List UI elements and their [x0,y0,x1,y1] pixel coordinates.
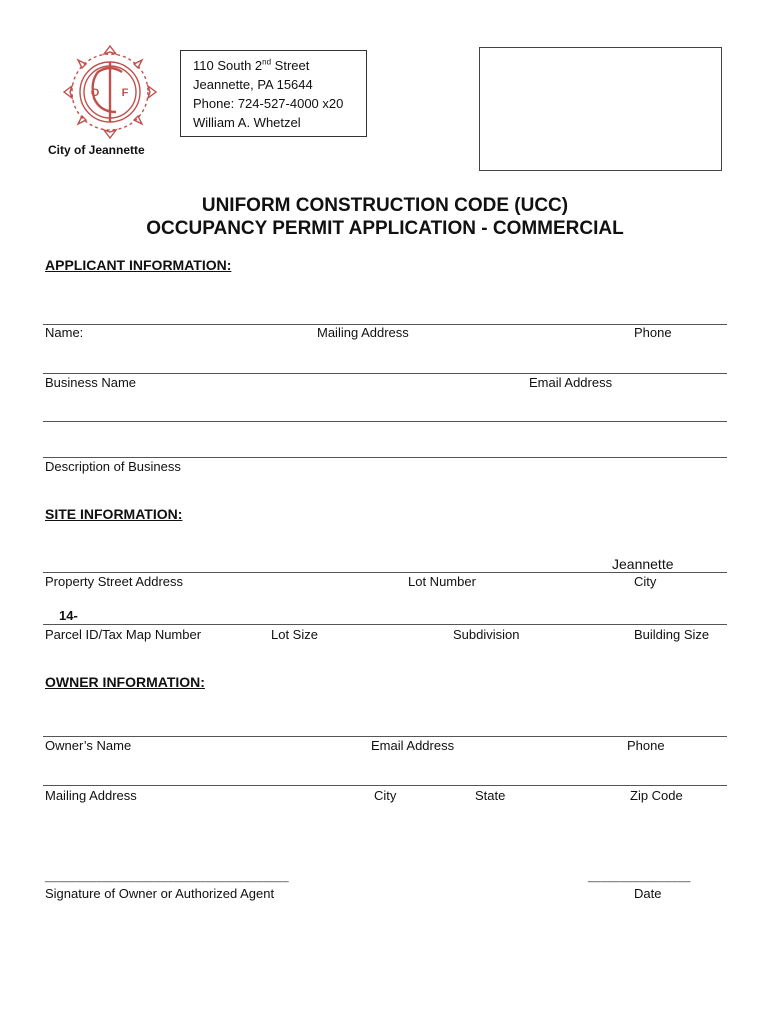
date-label: Date [634,886,662,901]
address-city: Jeannette, PA 15644 [193,77,313,92]
applicant-heading: APPLICANT INFORMATION: [45,257,232,273]
city-caption: City of Jeannette [48,143,145,157]
building-size-label: Building Size [634,627,710,642]
owner-mailing-line[interactable] [43,785,727,786]
site-city-label: City [634,574,657,589]
business-name-line[interactable] [43,373,727,374]
site-city-value: Jeannette [612,556,674,572]
description-line-2[interactable] [43,457,727,458]
signature-label: Signature of Owner or Authorized Agent [45,886,275,901]
owner-email-label: Email Address [371,738,455,753]
owner-mailing-label: Mailing Address [45,788,137,803]
owner-city-label: City [374,788,397,803]
form-title-line1: UNIFORM CONSTRUCTION CODE (UCC) [201,195,569,216]
svg-text:F: F [121,87,129,99]
parcel-line[interactable] [43,624,727,625]
lot-size-label: Lot Size [271,627,318,642]
property-address-label: Property Street Address [45,574,184,589]
applicant-name-label: Name: [45,325,84,340]
office-use-box [479,47,722,171]
date-blank[interactable]: ________________ [588,871,691,883]
owner-name-label: Owner’s Name [45,738,132,753]
address-box [180,50,367,137]
lot-number-label: Lot Number [408,574,476,589]
business-description-label: Description of Business [45,459,181,474]
owner-state-label: State [475,788,506,803]
svg-text:O: O [90,87,100,99]
address-contact: William A. Whetzel [193,115,301,130]
subdivision-label: Subdivision [453,627,520,642]
owner-zip-label: Zip Code [630,788,683,803]
property-address-line[interactable] [43,572,727,573]
site-heading: SITE INFORMATION: [45,506,183,522]
signature-blank[interactable]: ______________________________________ [45,871,289,883]
parcel-prefix-value: 14- [59,608,78,623]
description-line-1[interactable] [43,421,727,422]
city-seal-logo [60,42,160,142]
owner-phone-label: Phone [627,738,665,753]
parcel-id-label: Parcel ID/Tax Map Number [45,627,202,642]
address-phone: Phone: 724-527-4000 x20 [193,96,344,111]
form-title-line2: OCCUPANCY PERMIT APPLICATION - COMMERCIAL [146,218,624,239]
owner-name-line[interactable] [43,736,727,737]
applicant-phone-label: Phone [634,325,672,340]
business-name-label: Business Name [45,375,137,390]
applicant-email-label: Email Address [529,375,613,390]
owner-heading: OWNER INFORMATION: [45,674,205,690]
applicant-mailing-label: Mailing Address [317,325,409,340]
address-street: 110 South 2nd Street [193,57,310,73]
